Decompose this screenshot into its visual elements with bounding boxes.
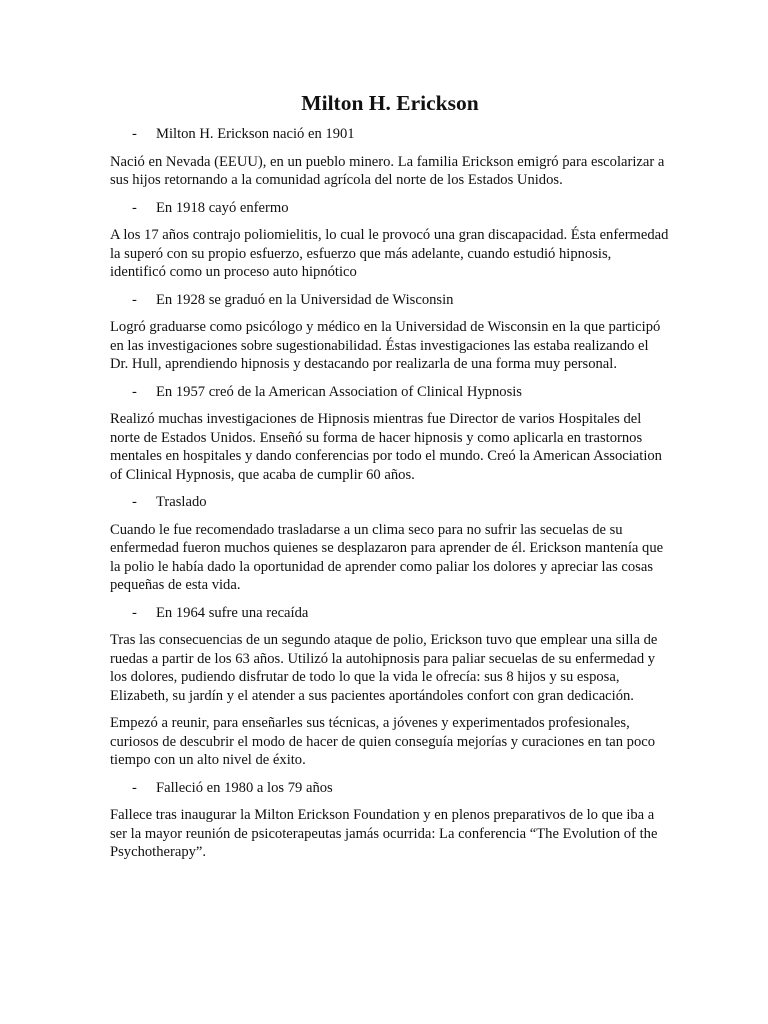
section-heading <box>110 291 670 310</box>
section-paragraph: Tras las consecuencias de un segundo ataque de polio, Erickson tuvo que emplear una silla de ruedas a partir de los 63 años. Utilizó la autohipnosis para paliar secuelas de su enfermedad y los dolores, pudiendo disfrutar de todo lo que la vida le ofrecía: sus 8 hijos y su esposa, Elizabeth, su jardín y el atender a sus pacientes aportándoles confort con gran dedicación. <box>110 632 658 704</box>
document-title: Milton H. Erickson <box>301 91 479 115</box>
section-paragraph: Fallece tras inaugurar la Milton Erickson Foundation y en plenos preparativos de lo que iba a ser la mayor reunión de psicoterapeutas jamás ocurrida: La conferencia “The Evolution of the Psychotherapy”. <box>110 807 658 860</box>
section-6 <box>110 604 670 770</box>
section-heading-text: En 1964 sufre una recaída <box>156 604 309 621</box>
bullet-dash: - <box>132 494 137 510</box>
section-paragraph: Logró graduarse como psicólogo y médico en la Universidad de Wisconsin en la que participó en las investigaciones sobre sugestionabilidad. Éstas investigaciones las estaba realizando el Dr. Hull, aprendiendo hipnosis y destacando por realizarla de una forma muy personal. <box>110 319 661 372</box>
section-heading-text: Falleció en 1980 a los 79 años <box>156 779 333 796</box>
section-heading-text: Milton H. Erickson nació en 1901 <box>156 126 355 142</box>
section-heading-text: Traslado <box>156 494 207 510</box>
section-heading <box>110 199 670 218</box>
section-4 <box>110 383 670 485</box>
section-paragraph: A los 17 años contrajo poliomielitis, lo cual le provocó una gran discapacidad. Ésta enfermedad la superó con su propio esfuerzo, esfuerzo que más adelante, cuando estudió hipnosis, identificó como un proceso auto hipnótico <box>110 227 669 280</box>
section-7 <box>110 779 670 862</box>
section-2 <box>110 199 670 282</box>
section-5 <box>110 493 670 595</box>
bullet-dash: - <box>132 291 137 308</box>
bullet-dash: - <box>132 199 137 216</box>
bullet-dash: - <box>132 126 137 142</box>
section-heading-text: En 1918 cayó enfermo <box>156 199 289 216</box>
section-heading-text: En 1928 se graduó en la Universidad de Wisconsin <box>156 291 454 308</box>
section-heading <box>110 493 670 512</box>
section-paragraph: Realizó muchas investigaciones de Hipnosis mientras fue Director de varios Hospitales del norte de Estados Unidos. Enseñó su forma de hacer hipnosis y como aplicarla en trastornos mentales en hospitales y dando conferencias por todo el mundo. Creó la American Association of Clinical Hypnosis, que acaba de cumplir 60 años. <box>110 411 662 483</box>
section-1 <box>110 125 670 190</box>
section-heading <box>110 383 670 402</box>
section-heading-text: En 1957 creó de la American Association of Clinical Hypnosis <box>156 383 522 400</box>
section-paragraph: Nació en Nevada (EEUU), en un pueblo minero. La familia Erickson emigró para escolarizar a sus hijos retornando a la comunidad agrícola del norte de los Estados Unidos. <box>110 153 665 188</box>
section-paragraph: Empezó a reunir, para enseñarles sus técnicas, a jóvenes y experimentados profesionales, curiosos de descubrir el modo de hacer de quien conseguía mejorías y curaciones en tan poco tiempo con un alto nivel de éxito. <box>110 715 656 768</box>
bullet-dash: - <box>132 383 137 400</box>
bullet-dash: - <box>132 604 137 621</box>
document-page <box>110 88 670 871</box>
bullet-dash: - <box>132 779 137 796</box>
section-heading <box>110 125 670 144</box>
section-paragraph: Cuando le fue recomendado trasladarse a un clima seco para no sufrir las secuelas de su enfermedad fueron muchos quienes se desplazaron para aprender de él. Erickson mantenía que la polio le había dado la oportunidad de aprender como paliar los dolores y apreciar las cosas pequeñas de esta vida. <box>110 521 664 593</box>
section-3 <box>110 291 670 374</box>
section-heading <box>110 604 670 623</box>
section-heading <box>110 779 670 798</box>
